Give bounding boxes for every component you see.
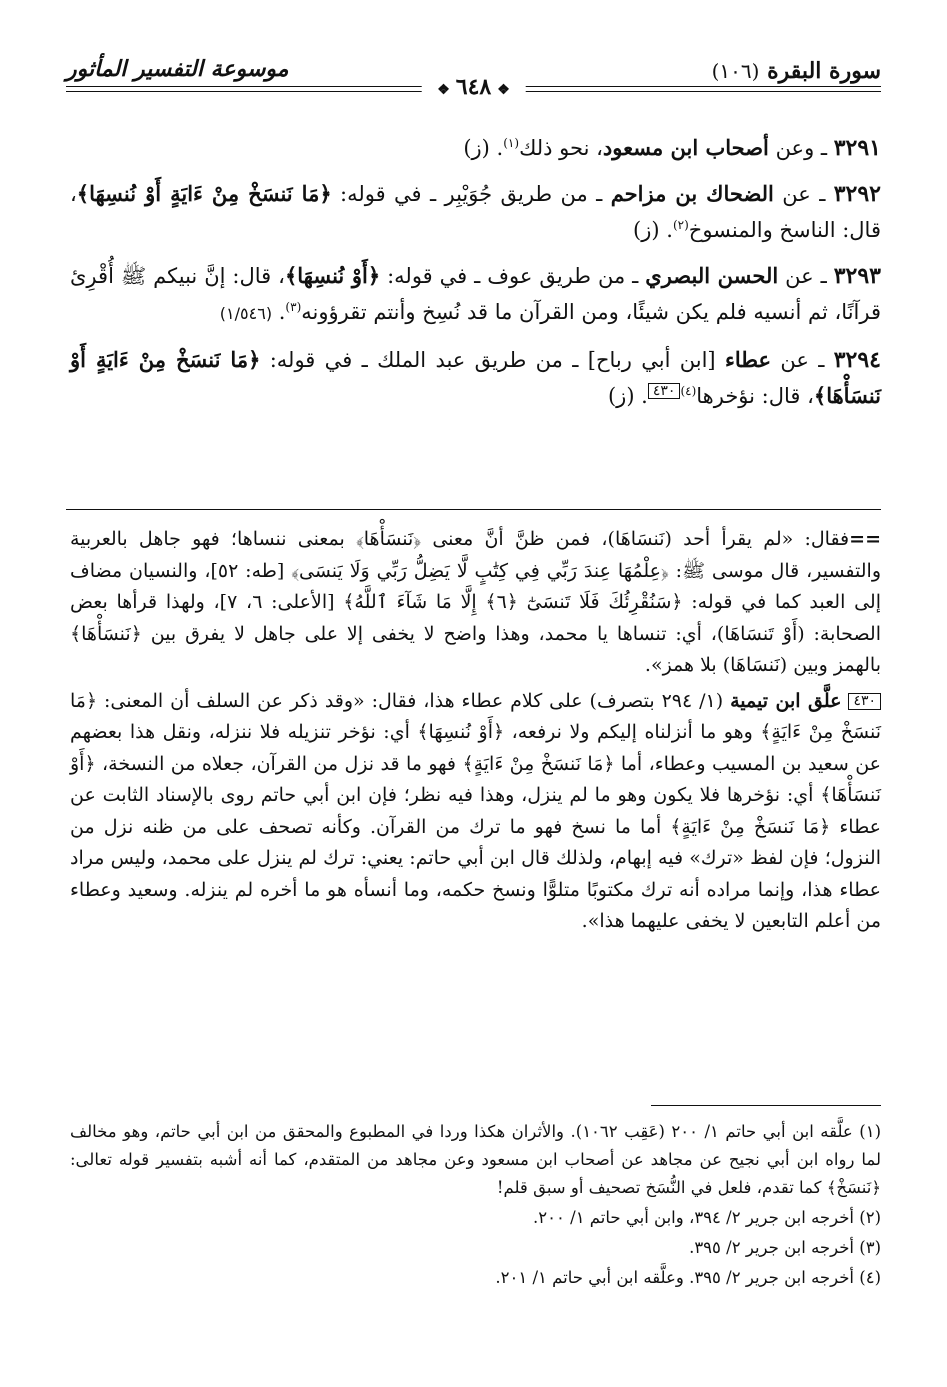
narrator-name: أصحاب ابن مسعود: [602, 135, 769, 160]
narrator-name: الضحاك بن مزاحم: [610, 181, 774, 206]
commentary-text: فقال: «لم يقرأ أحد (نَنسَاهَا)، فمن ظنَّ أنَّ معنى ﴿نَنسَأْهَا﴾ بمعنى ننساها؛ فهو جاهل بالعربية والتفسير، قال موسى ﷺ: ﴿عِلْمُهَا عِندَ رَبِّي فِي كِتَٰبٍ لَّا يَضِلُّ رَبِّي وَلَا يَنسَى﴾ [طه: ٥٢]، والنسيان مضاف إلى العبد كما في قوله: ﴿سَنُقْرِئُكَ فَلَا تَنسَىٰٓ ﴿٦﴾ إِلَّا مَا شَآءَ ٱللَّهُ﴾ [الأعلى: ٦، ٧]، ولهذا قرأها بعض الصحابة: (أَوْ تَنسَاهَا)، أي: تنساها يا محمد، وهذا واضح لا يخفى إلا على جاهل لا يفرق بين ﴿نَنسَأْهَا﴾ بالهمز وبين (نَنسَاهَا) بلا همز».: [70, 528, 882, 676]
book-title: موسوعة التفسير المأثور: [66, 56, 289, 82]
narration: [70, 130, 881, 166]
ornament-icon: ❖: [437, 82, 450, 98]
narration-text: .: [272, 300, 286, 324]
narration-number: ٣٢٩٢: [833, 181, 881, 207]
page-number-block: [421, 74, 526, 100]
narration-number: ٣٢٩٣: [833, 263, 881, 289]
narration-number: ٣٢٩١: [833, 135, 881, 161]
footnote-marker: (٤): [680, 384, 697, 398]
verse-reference: (١٠٦): [711, 59, 760, 83]
footnote: (٢) أخرجه ابن جرير ٢/ ٣٩٤، وابن أبي حاتم ١/ ٢٠٠.: [533, 1208, 881, 1227]
narration-code: . (ز): [463, 136, 504, 160]
surah-header: [712, 58, 881, 84]
running-header: [66, 48, 881, 110]
quran-quote: ﴿مَا نَنسَخْ مِنْ ءَايَةٍ أَوْ نُنسِهَا﴾: [76, 181, 332, 206]
footnote-marker: (٣): [285, 300, 302, 314]
commentary-lead: علَّق ابن تيمية: [730, 689, 842, 712]
ornament-icon: ❖: [497, 82, 510, 98]
commentary-box-number: ٤٣٠: [848, 693, 881, 710]
narrations: [70, 130, 881, 424]
commentary-separator: [66, 509, 881, 510]
narration: [70, 258, 881, 332]
continuation-mark: ==: [849, 528, 881, 550]
source-reference: (١/٥٤٦): [219, 304, 273, 323]
quran-quote: ﴿أَوْ نُنسِهَا﴾: [284, 263, 381, 288]
footnote-marker: (١): [503, 136, 520, 150]
footnote-separator: [651, 1105, 881, 1106]
page-number: ٦٤٨: [455, 74, 492, 100]
narration-text: [ابن أبي رباح] ـ من طريق عبد الملك ـ في قوله:: [260, 348, 725, 372]
footnote: (٣) أخرجه ابن جرير ٢/ ٣٩٥.: [689, 1238, 881, 1257]
commentary-paragraph: [70, 524, 881, 682]
narration: [70, 176, 881, 248]
footnote: (١) علَّقه ابن أبي حاتم ١/ ٢٠٠ (عَقِب ١٠٦٢). والأثران هكذا وردا في المطبوع والمحقق من ابن أبي حاتم، وهو مخالف لما رواه ابن أبي نجيح عن مجاهد عن أصحاب ابن مسعود وعن مجاهد من المتقدم، كما أنه أشبه بتفسير قوله تعالى: ﴿نَنسَخْ﴾ كما تقدم، فلعل في النُّسَخ تصحيف أو سبق قلم!: [70, 1122, 881, 1197]
commentary: [70, 524, 881, 942]
narration-code: . (ز): [607, 384, 648, 408]
narration-text: ، نحو ذلك: [519, 136, 603, 160]
narration: [70, 342, 881, 414]
narration-text: ، قال: الناسخ والمنسوخ: [70, 182, 881, 242]
commentary-text: (١/ ٢٩٤ بتصرف) على كلام عطاء هذا، فقال: «وقد ذكر عن السلف أن المعنى: ﴿مَا نَنسَخْ مِنْ ءَايَةٍ﴾ وهو ما أنزلناه إليكم ولا نرفعه، ﴿أَوْ نُنسِهَا﴾ أي: نؤخر تنزيله فلا ننزله، ونقل هذا بعضهم عن سعيد بن المسيب وعطاء، أما ﴿مَا نَنسَخْ مِنْ ءَايَةٍ﴾ فهو ما قد نزل من القرآن، جعلاه من النسخة، ﴿أَوْ نَنسَأْهَا﴾ أي: نؤخرها فلا يكون وهو ما لم ينزل، وهذا فيه نظر؛ فإن ابن أبي حاتم روى بالإسناد الثابت عن عطاء ﴿مَا نَنسَخْ مِنْ ءَايَةٍ﴾ أما ما نسخ فهو ما ترك من القرآن. وكأنه تصحف على من ظنه نزل من النزول؛ فإن لفظ «ترك» فيه إبهام، ولذلك قال ابن أبي حاتم: يعني: ترك لم ينزل على محمد، وليس مراد عطاء هذا، وإنما مراده أنه ترك مكتوبًا متلوًّا ونسخ حكمه، وما أنسأه هو ما أخره لم ينزله. وسعيد وعطاء من أعلم التابعين لا يخفى عليهما هذا».: [70, 689, 881, 932]
narration-number: ٣٢٩٤: [833, 347, 881, 373]
surah-name: سورة البقرة: [767, 58, 881, 84]
narration-text: ـ وعن: [768, 136, 834, 160]
footnotes: [70, 1118, 881, 1294]
narration-text: ـ عن: [771, 348, 834, 372]
narration-code: . (ز): [633, 218, 673, 242]
narration-text: ـ عن: [778, 264, 834, 288]
narration-text: ـ من طريق جُوَيْبِر ـ في قوله:: [331, 182, 611, 206]
narration-text: ـ عن: [773, 182, 834, 206]
narrator-name: الحسن البصري: [645, 263, 779, 288]
narration-text: ـ من طريق عوف ـ في قوله:: [380, 264, 646, 288]
narrator-name: عطاء: [724, 347, 771, 372]
footnote: (٤) أخرجه ابن جرير ٢/ ٣٩٥. وعلَّقه ابن أبي حاتم ١/ ٢٠١.: [495, 1268, 881, 1287]
narration-text: ، قال: نؤخرها: [696, 384, 814, 408]
commentary-box-ref[interactable]: ٤٣٠: [648, 383, 681, 399]
quran-quote: ﴿مَا نَنسَخْ مِنْ ءَايَةٍ أَوْ نَنسَأْهَا﴾: [70, 347, 881, 408]
narration-text: ، قال: إنَّ نبيكم ﷺ أُقْرِئ قرآنًا، ثم أنسيه فلم يكن شيئًا، ومن القرآن ما قد نُسِخ وأنتم تقرؤونه: [70, 264, 881, 324]
footnote-marker: (٢): [672, 218, 689, 232]
commentary-paragraph: [70, 686, 881, 938]
